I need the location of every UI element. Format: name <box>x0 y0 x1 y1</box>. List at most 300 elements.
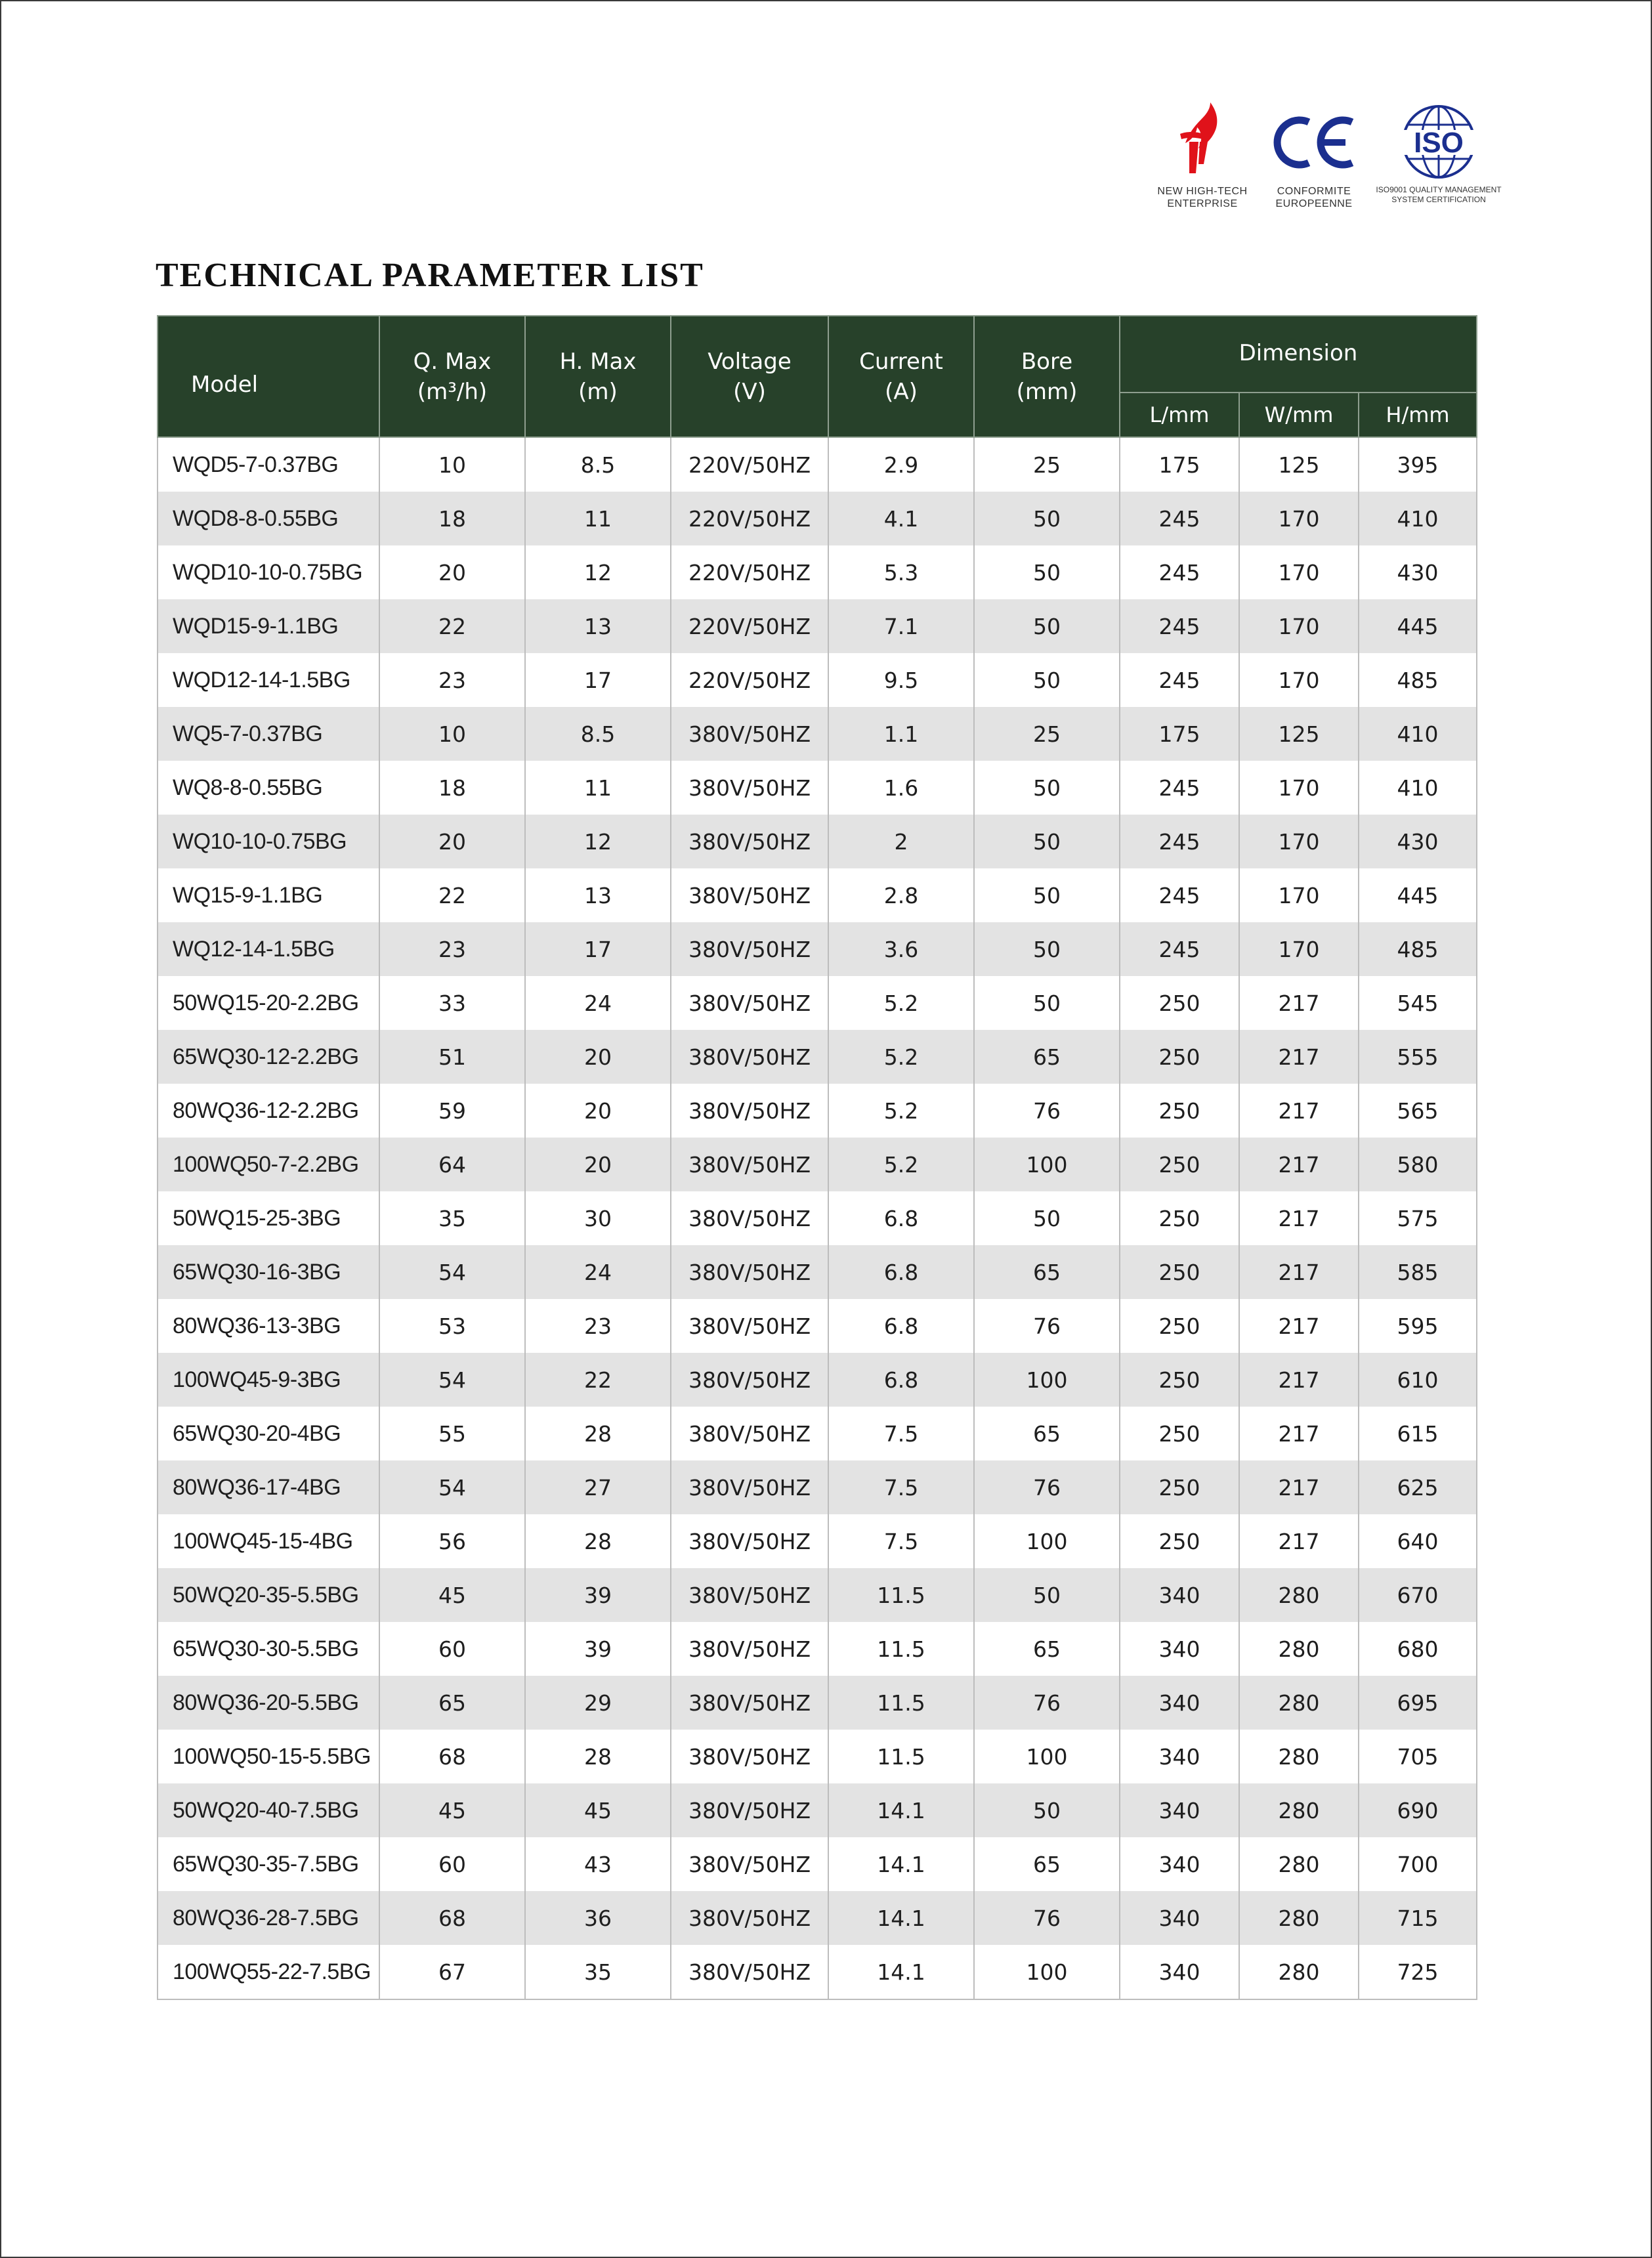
width-cell: 217 <box>1239 1353 1359 1407</box>
model-cell: WQD12-14-1.5BG <box>158 653 379 707</box>
ce-caption: CONFORMITE EUROPEENNE <box>1275 186 1353 209</box>
model-cell: 80WQ36-12-2.2BG <box>158 1084 379 1138</box>
voltage-cell: 380V/50HZ <box>671 1138 828 1191</box>
q-max-cell: 51 <box>379 1030 525 1084</box>
length-cell: 245 <box>1120 653 1239 707</box>
bore-cell: 50 <box>974 922 1120 976</box>
h-max-cell: 20 <box>525 1030 671 1084</box>
length-cell: 340 <box>1120 1891 1239 1945</box>
width-cell: 217 <box>1239 1460 1359 1514</box>
width-cell: 170 <box>1239 922 1359 976</box>
voltage-cell: 380V/50HZ <box>671 1730 828 1783</box>
page-title: TECHNICAL PARAMETER LIST <box>156 257 704 294</box>
q-max-cell: 68 <box>379 1730 525 1783</box>
current-cell: 14.1 <box>828 1891 974 1945</box>
header-h-max: H. Max (m) <box>525 316 671 437</box>
length-cell: 250 <box>1120 1191 1239 1245</box>
table-row <box>158 437 1477 492</box>
height-cell: 680 <box>1359 1622 1477 1676</box>
voltage-cell: 380V/50HZ <box>671 1299 828 1353</box>
iso-globe-logo-icon <box>1393 100 1485 182</box>
height-cell: 615 <box>1359 1407 1477 1460</box>
model-cell: 50WQ15-20-2.2BG <box>158 976 379 1030</box>
bore-cell: 65 <box>974 1622 1120 1676</box>
width-cell: 280 <box>1239 1783 1359 1837</box>
model-cell: 80WQ36-17-4BG <box>158 1460 379 1514</box>
h-max-cell: 28 <box>525 1407 671 1460</box>
table-row <box>158 815 1477 868</box>
bore-cell: 76 <box>974 1460 1120 1514</box>
current-cell: 5.3 <box>828 545 974 599</box>
width-cell: 217 <box>1239 1084 1359 1138</box>
table-row <box>158 1676 1477 1730</box>
height-cell: 670 <box>1359 1568 1477 1622</box>
height-cell: 445 <box>1359 599 1477 653</box>
iso-caption: ISO9001 QUALITY MANAGEMENT SYSTEM CERTIFICATION <box>1376 185 1502 204</box>
table-row <box>158 545 1477 599</box>
height-cell: 485 <box>1359 653 1477 707</box>
voltage-cell: 380V/50HZ <box>671 1514 828 1568</box>
q-max-cell: 33 <box>379 976 525 1030</box>
current-cell: 11.5 <box>828 1622 974 1676</box>
h-max-cell: 45 <box>525 1783 671 1837</box>
q-max-cell: 54 <box>379 1245 525 1299</box>
height-cell: 410 <box>1359 492 1477 545</box>
voltage-cell: 380V/50HZ <box>671 1837 828 1891</box>
h-max-cell: 11 <box>525 492 671 545</box>
table-row <box>158 868 1477 922</box>
iso-logo-text: ISO <box>1414 127 1464 159</box>
q-max-cell: 18 <box>379 492 525 545</box>
current-cell: 7.5 <box>828 1407 974 1460</box>
length-cell: 250 <box>1120 1245 1239 1299</box>
voltage-cell: 380V/50HZ <box>671 868 828 922</box>
voltage-cell: 380V/50HZ <box>671 707 828 761</box>
model-cell: 65WQ30-35-7.5BG <box>158 1837 379 1891</box>
current-cell: 7.5 <box>828 1460 974 1514</box>
model-cell: WQ10-10-0.75BG <box>158 815 379 868</box>
header-q-max: Q. Max (m³/h) <box>379 316 525 437</box>
length-cell: 340 <box>1120 1568 1239 1622</box>
length-cell: 245 <box>1120 492 1239 545</box>
q-max-cell: 18 <box>379 761 525 815</box>
width-cell: 170 <box>1239 653 1359 707</box>
header-voltage: Voltage (V) <box>671 316 828 437</box>
current-cell: 2.9 <box>828 437 974 492</box>
current-cell: 11.5 <box>828 1568 974 1622</box>
h-max-cell: 27 <box>525 1460 671 1514</box>
height-cell: 690 <box>1359 1783 1477 1837</box>
bore-cell: 50 <box>974 1568 1120 1622</box>
current-cell: 6.8 <box>828 1353 974 1407</box>
height-cell: 445 <box>1359 868 1477 922</box>
height-cell: 580 <box>1359 1138 1477 1191</box>
length-cell: 245 <box>1120 815 1239 868</box>
high-tech-enterprise-cert <box>1143 100 1261 210</box>
width-cell: 280 <box>1239 1837 1359 1891</box>
length-cell: 250 <box>1120 1084 1239 1138</box>
current-cell: 2 <box>828 815 974 868</box>
current-cell: 9.5 <box>828 653 974 707</box>
q-max-cell: 35 <box>379 1191 525 1245</box>
voltage-cell: 380V/50HZ <box>671 815 828 868</box>
voltage-cell: 380V/50HZ <box>671 1084 828 1138</box>
q-max-cell: 20 <box>379 545 525 599</box>
table-row <box>158 1353 1477 1407</box>
q-max-cell: 60 <box>379 1622 525 1676</box>
height-cell: 715 <box>1359 1891 1477 1945</box>
length-cell: 245 <box>1120 922 1239 976</box>
table-row <box>158 599 1477 653</box>
voltage-cell: 380V/50HZ <box>671 1622 828 1676</box>
table-row <box>158 1622 1477 1676</box>
voltage-cell: 380V/50HZ <box>671 922 828 976</box>
table-row <box>158 976 1477 1030</box>
width-cell: 170 <box>1239 599 1359 653</box>
model-cell: WQ8-8-0.55BG <box>158 761 379 815</box>
header-current: Current (A) <box>828 316 974 437</box>
length-cell: 250 <box>1120 1030 1239 1084</box>
current-cell: 1.1 <box>828 707 974 761</box>
model-cell: 100WQ50-15-5.5BG <box>158 1730 379 1783</box>
model-cell: 80WQ36-20-5.5BG <box>158 1676 379 1730</box>
model-cell: WQD5-7-0.37BG <box>158 437 379 492</box>
table-row <box>158 492 1477 545</box>
voltage-cell: 380V/50HZ <box>671 1676 828 1730</box>
model-cell: WQD8-8-0.55BG <box>158 492 379 545</box>
ce-cert <box>1261 100 1366 210</box>
h-max-cell: 17 <box>525 922 671 976</box>
header-height: H/mm <box>1359 393 1477 437</box>
current-cell: 5.2 <box>828 976 974 1030</box>
q-max-cell: 55 <box>379 1407 525 1460</box>
current-cell: 5.2 <box>828 1138 974 1191</box>
current-cell: 5.2 <box>828 1030 974 1084</box>
model-cell: 80WQ36-13-3BG <box>158 1299 379 1353</box>
h-max-cell: 20 <box>525 1138 671 1191</box>
header-length: L/mm <box>1120 393 1239 437</box>
bore-cell: 25 <box>974 437 1120 492</box>
width-cell: 217 <box>1239 1245 1359 1299</box>
table-row <box>158 1514 1477 1568</box>
q-max-cell: 22 <box>379 868 525 922</box>
table-row <box>158 1191 1477 1245</box>
voltage-cell: 220V/50HZ <box>671 599 828 653</box>
height-cell: 555 <box>1359 1030 1477 1084</box>
h-max-cell: 24 <box>525 976 671 1030</box>
length-cell: 245 <box>1120 545 1239 599</box>
model-cell: WQ12-14-1.5BG <box>158 922 379 976</box>
h-max-cell: 8.5 <box>525 437 671 492</box>
h-max-cell: 36 <box>525 1891 671 1945</box>
header-width: W/mm <box>1239 393 1359 437</box>
width-cell: 217 <box>1239 1299 1359 1353</box>
table-row <box>158 1407 1477 1460</box>
length-cell: 340 <box>1120 1676 1239 1730</box>
current-cell: 7.5 <box>828 1514 974 1568</box>
ce-mark-icon <box>1268 100 1360 182</box>
table-row <box>158 1084 1477 1138</box>
height-cell: 585 <box>1359 1245 1477 1299</box>
length-cell: 340 <box>1120 1837 1239 1891</box>
high-tech-caption: NEW HIGH-TECH ENTERPRISE <box>1157 186 1248 209</box>
width-cell: 125 <box>1239 707 1359 761</box>
voltage-cell: 380V/50HZ <box>671 1191 828 1245</box>
h-max-cell: 13 <box>525 868 671 922</box>
h-max-cell: 28 <box>525 1514 671 1568</box>
h-max-cell: 24 <box>525 1245 671 1299</box>
bore-cell: 100 <box>974 1514 1120 1568</box>
q-max-cell: 45 <box>379 1783 525 1837</box>
q-max-cell: 22 <box>379 599 525 653</box>
current-cell: 14.1 <box>828 1783 974 1837</box>
voltage-cell: 380V/50HZ <box>671 1783 828 1837</box>
table-row <box>158 922 1477 976</box>
width-cell: 280 <box>1239 1676 1359 1730</box>
model-cell: 100WQ45-9-3BG <box>158 1353 379 1407</box>
h-max-cell: 23 <box>525 1299 671 1353</box>
bore-cell: 65 <box>974 1030 1120 1084</box>
q-max-cell: 65 <box>379 1676 525 1730</box>
bore-cell: 50 <box>974 761 1120 815</box>
width-cell: 280 <box>1239 1568 1359 1622</box>
width-cell: 170 <box>1239 815 1359 868</box>
h-max-cell: 28 <box>525 1730 671 1783</box>
height-cell: 545 <box>1359 976 1477 1030</box>
model-cell: 65WQ30-12-2.2BG <box>158 1030 379 1084</box>
table-row <box>158 1030 1477 1084</box>
h-max-cell: 43 <box>525 1837 671 1891</box>
width-cell: 125 <box>1239 437 1359 492</box>
length-cell: 245 <box>1120 868 1239 922</box>
voltage-cell: 380V/50HZ <box>671 1945 828 1999</box>
width-cell: 217 <box>1239 1191 1359 1245</box>
table-row <box>158 1783 1477 1837</box>
current-cell: 6.8 <box>828 1191 974 1245</box>
voltage-cell: 380V/50HZ <box>671 1353 828 1407</box>
model-cell: WQ15-9-1.1BG <box>158 868 379 922</box>
voltage-cell: 220V/50HZ <box>671 653 828 707</box>
bore-cell: 50 <box>974 815 1120 868</box>
bore-cell: 50 <box>974 599 1120 653</box>
height-cell: 410 <box>1359 761 1477 815</box>
bore-cell: 50 <box>974 1191 1120 1245</box>
height-cell: 700 <box>1359 1837 1477 1891</box>
bore-cell: 50 <box>974 1783 1120 1837</box>
width-cell: 280 <box>1239 1730 1359 1783</box>
voltage-cell: 380V/50HZ <box>671 1407 828 1460</box>
h-max-cell: 29 <box>525 1676 671 1730</box>
height-cell: 610 <box>1359 1353 1477 1407</box>
height-cell: 640 <box>1359 1514 1477 1568</box>
bore-cell: 65 <box>974 1837 1120 1891</box>
bore-cell: 25 <box>974 707 1120 761</box>
length-cell: 250 <box>1120 1138 1239 1191</box>
q-max-cell: 59 <box>379 1084 525 1138</box>
voltage-cell: 380V/50HZ <box>671 1891 828 1945</box>
length-cell: 340 <box>1120 1730 1239 1783</box>
length-cell: 175 <box>1120 707 1239 761</box>
width-cell: 170 <box>1239 761 1359 815</box>
bore-cell: 100 <box>974 1138 1120 1191</box>
table-row <box>158 761 1477 815</box>
current-cell: 1.6 <box>828 761 974 815</box>
height-cell: 395 <box>1359 437 1477 492</box>
width-cell: 170 <box>1239 492 1359 545</box>
q-max-cell: 54 <box>379 1460 525 1514</box>
current-cell: 4.1 <box>828 492 974 545</box>
q-max-cell: 10 <box>379 707 525 761</box>
width-cell: 217 <box>1239 1514 1359 1568</box>
table-row <box>158 1460 1477 1514</box>
width-cell: 170 <box>1239 545 1359 599</box>
model-cell: 50WQ20-40-7.5BG <box>158 1783 379 1837</box>
voltage-cell: 380V/50HZ <box>671 1030 828 1084</box>
table-row <box>158 1891 1477 1945</box>
width-cell: 217 <box>1239 1138 1359 1191</box>
model-cell: 65WQ30-30-5.5BG <box>158 1622 379 1676</box>
h-max-cell: 11 <box>525 761 671 815</box>
bore-cell: 50 <box>974 545 1120 599</box>
length-cell: 250 <box>1120 976 1239 1030</box>
h-max-cell: 12 <box>525 815 671 868</box>
h-max-cell: 35 <box>525 1945 671 1999</box>
current-cell: 5.2 <box>828 1084 974 1138</box>
header-bore: Bore (mm) <box>974 316 1120 437</box>
q-max-cell: 67 <box>379 1945 525 1999</box>
table-header-row <box>158 316 1477 393</box>
table-row <box>158 1245 1477 1299</box>
height-cell: 595 <box>1359 1299 1477 1353</box>
current-cell: 14.1 <box>828 1945 974 1999</box>
iso-cert <box>1366 100 1511 205</box>
model-cell: 50WQ15-25-3BG <box>158 1191 379 1245</box>
q-max-cell: 10 <box>379 437 525 492</box>
h-max-cell: 39 <box>525 1622 671 1676</box>
width-cell: 217 <box>1239 1407 1359 1460</box>
q-max-cell: 68 <box>379 1891 525 1945</box>
height-cell: 695 <box>1359 1676 1477 1730</box>
q-max-cell: 56 <box>379 1514 525 1568</box>
length-cell: 250 <box>1120 1353 1239 1407</box>
voltage-cell: 220V/50HZ <box>671 437 828 492</box>
height-cell: 705 <box>1359 1730 1477 1783</box>
q-max-cell: 64 <box>379 1138 525 1191</box>
current-cell: 2.8 <box>828 868 974 922</box>
current-cell: 11.5 <box>828 1676 974 1730</box>
model-cell: 65WQ30-20-4BG <box>158 1407 379 1460</box>
model-cell: WQ5-7-0.37BG <box>158 707 379 761</box>
bore-cell: 65 <box>974 1245 1120 1299</box>
q-max-cell: 23 <box>379 653 525 707</box>
height-cell: 410 <box>1359 707 1477 761</box>
h-max-cell: 39 <box>525 1568 671 1622</box>
q-max-cell: 45 <box>379 1568 525 1622</box>
table-row <box>158 1568 1477 1622</box>
length-cell: 340 <box>1120 1945 1239 1999</box>
table-row <box>158 1837 1477 1891</box>
height-cell: 565 <box>1359 1084 1477 1138</box>
bore-cell: 100 <box>974 1730 1120 1783</box>
model-cell: WQD15-9-1.1BG <box>158 599 379 653</box>
current-cell: 6.8 <box>828 1245 974 1299</box>
q-max-cell: 53 <box>379 1299 525 1353</box>
q-max-cell: 54 <box>379 1353 525 1407</box>
model-cell: 100WQ55-22-7.5BG <box>158 1945 379 1999</box>
current-cell: 7.1 <box>828 599 974 653</box>
model-cell: 65WQ30-16-3BG <box>158 1245 379 1299</box>
voltage-cell: 380V/50HZ <box>671 1460 828 1514</box>
width-cell: 280 <box>1239 1622 1359 1676</box>
table-row <box>158 1945 1477 1999</box>
header-model: Model <box>158 316 379 437</box>
width-cell: 280 <box>1239 1891 1359 1945</box>
flame-torch-logo-icon <box>1170 100 1235 182</box>
table-row <box>158 1299 1477 1353</box>
bore-cell: 76 <box>974 1084 1120 1138</box>
bore-cell: 50 <box>974 868 1120 922</box>
bore-cell: 50 <box>974 492 1120 545</box>
q-max-cell: 60 <box>379 1837 525 1891</box>
length-cell: 245 <box>1120 761 1239 815</box>
voltage-cell: 380V/50HZ <box>671 761 828 815</box>
bore-cell: 100 <box>974 1945 1120 1999</box>
length-cell: 340 <box>1120 1622 1239 1676</box>
model-cell: WQD10-10-0.75BG <box>158 545 379 599</box>
height-cell: 430 <box>1359 545 1477 599</box>
width-cell: 217 <box>1239 1030 1359 1084</box>
h-max-cell: 20 <box>525 1084 671 1138</box>
bore-cell: 50 <box>974 976 1120 1030</box>
table-body <box>158 437 1477 1999</box>
length-cell: 250 <box>1120 1514 1239 1568</box>
h-max-cell: 30 <box>525 1191 671 1245</box>
header-dimension: Dimension <box>1120 316 1477 393</box>
width-cell: 170 <box>1239 868 1359 922</box>
h-max-cell: 13 <box>525 599 671 653</box>
h-max-cell: 17 <box>525 653 671 707</box>
bore-cell: 100 <box>974 1353 1120 1407</box>
width-cell: 217 <box>1239 976 1359 1030</box>
current-cell: 6.8 <box>828 1299 974 1353</box>
certification-logos <box>1143 100 1511 238</box>
length-cell: 245 <box>1120 599 1239 653</box>
h-max-cell: 12 <box>525 545 671 599</box>
bore-cell: 50 <box>974 653 1120 707</box>
bore-cell: 76 <box>974 1676 1120 1730</box>
length-cell: 250 <box>1120 1407 1239 1460</box>
height-cell: 430 <box>1359 815 1477 868</box>
height-cell: 625 <box>1359 1460 1477 1514</box>
voltage-cell: 220V/50HZ <box>671 492 828 545</box>
q-max-cell: 23 <box>379 922 525 976</box>
q-max-cell: 20 <box>379 815 525 868</box>
length-cell: 250 <box>1120 1460 1239 1514</box>
length-cell: 340 <box>1120 1783 1239 1837</box>
model-cell: 50WQ20-35-5.5BG <box>158 1568 379 1622</box>
table-row <box>158 653 1477 707</box>
current-cell: 11.5 <box>828 1730 974 1783</box>
model-cell: 80WQ36-28-7.5BG <box>158 1891 379 1945</box>
h-max-cell: 8.5 <box>525 707 671 761</box>
model-cell: 100WQ45-15-4BG <box>158 1514 379 1568</box>
width-cell: 280 <box>1239 1945 1359 1999</box>
technical-parameter-table <box>157 315 1477 2000</box>
length-cell: 250 <box>1120 1299 1239 1353</box>
current-cell: 3.6 <box>828 922 974 976</box>
voltage-cell: 220V/50HZ <box>671 545 828 599</box>
current-cell: 14.1 <box>828 1837 974 1891</box>
